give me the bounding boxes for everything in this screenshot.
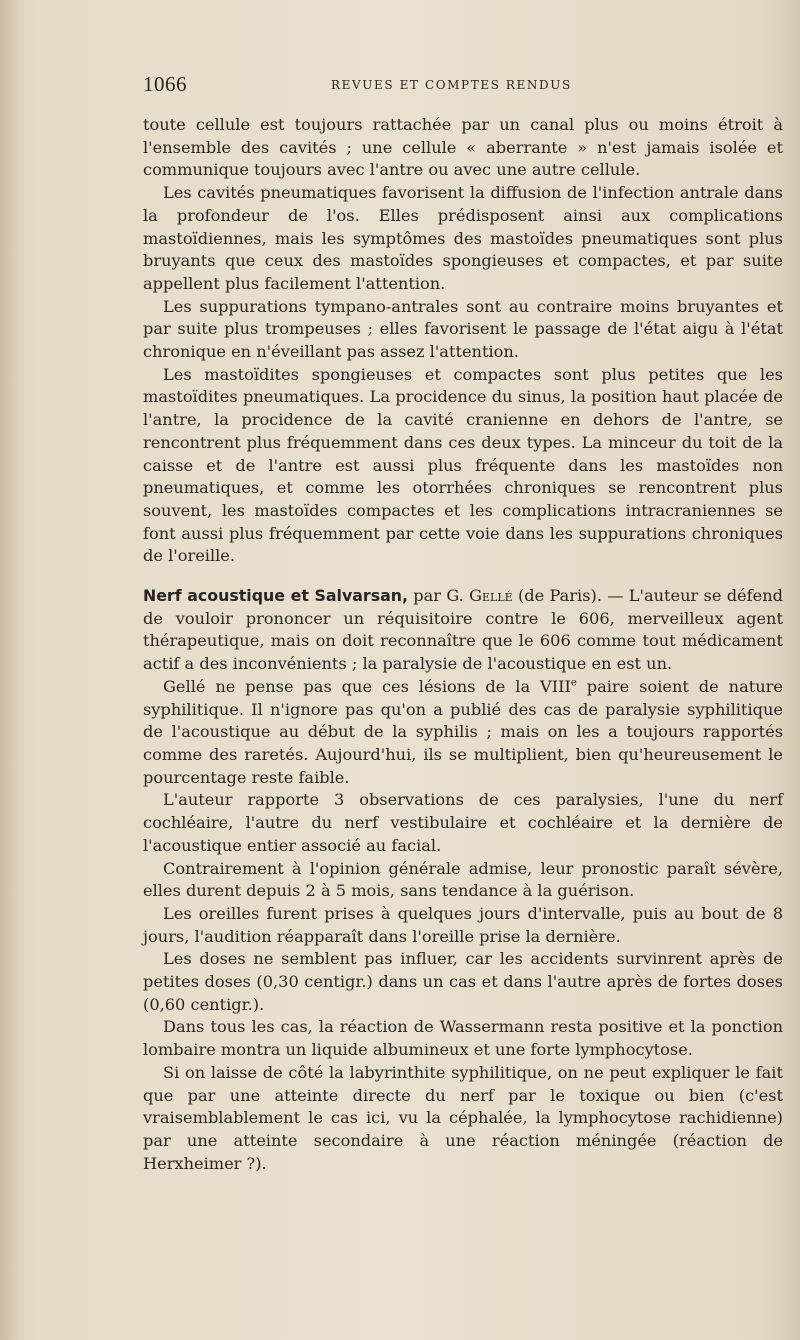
review-author: Gellé	[469, 586, 513, 606]
page-gutter-shadow	[0, 0, 18, 1340]
paragraph: Dans tous les cas, la réaction de Wassermann resta positive et la ponction lombaire montra un liquide albumineux et une forte lymphocytose.	[143, 1017, 783, 1060]
paragraph: toute cellule est toujours rattachée par un canal plus ou moins étroit à l'ensemble des cavités ; une cellule « aberrante » n'est jamais isolée et communique toujours avec l'antre ou avec une autre cellule.	[143, 115, 783, 180]
paragraph: Les mastoïdites spongieuses et compactes sont plus petites que les mastoïdites pneumatiques. La procidence du sinus, la position haut placée de l'antre, la procidence de la cavité cranienne en dehors de l'antre, se rencontrent plus fréquemment dans ces deux types. La minceur du toit de la caisse et de l'antre est aussi plus fréquente dans les mastoïdes non pneumatiques, et comme les otorrhées chroniques se rencontrent plus souvent, les mastoïdes compactes et les complications intracraniennes se font aussi plus fréquemment par cette voie dans les suppurations chroniques de l'oreille.	[143, 364, 783, 566]
paragraph: Contrairement à l'opinion générale admise, leur pronostic paraît sévère, elles durent depuis 2 à 5 mois, sans tendance à la guérison.	[143, 858, 783, 901]
body-text	[143, 114, 783, 1175]
paragraph	[143, 676, 783, 790]
paragraph: Les doses ne semblent pas influer, car les accidents survinrent après de petites doses (0,30 centigr.) dans un cas et dans l'autre après de fortes doses (0,60 centigr.).	[143, 949, 783, 1014]
page-number: 1066	[143, 72, 187, 96]
review-entry-heading-paragraph	[143, 585, 783, 676]
paragraph-text: paire soient de nature syphilitique. Il n'ignore pas qu'on a publié des cas de paralysie syphilitique de l'acoustique au début de la syphilis ; mais on les a toujours rapportés comme des raretés. Aujourd'hui, ils se multiplient, bien qu'heureusement le pourcentage reste faible.	[143, 676, 783, 787]
paragraph: Les cavités pneumatiques favorisent la diffusion de l'infection antrale dans la profondeur de l'os. Elles prédisposent ainsi aux complications mastoïdiennes, mais les symptômes des mastoïdes pneumatiques sont plus bruyants que ceux des mastoïdes spongieuses et compactes, et par suite appellent plus facilement l'attention.	[143, 183, 783, 293]
review-title: Nerf acoustique et Salvarsan,	[143, 586, 409, 606]
paragraph: Les oreilles furent prises à quelques jours d'intervalle, puis au bout de 8 jours, l'audition réapparaît dans l'oreille prise la dernière.	[143, 903, 783, 946]
paragraph: L'auteur rapporte 3 observations de ces paralysies, l'une du nerf cochléaire, l'autre du nerf vestibulaire et cochléaire et la dernière de l'acoustique entier associé au facial.	[143, 790, 783, 855]
review-byline: par G.	[408, 586, 470, 606]
paragraph: Les suppurations tympano-antrales sont au contraire moins bruyantes et par suite plus trompeuses ; elles favorisent le passage de l'état aigu à l'état chronique en n'éveillant pas assez l'attention.	[143, 296, 783, 362]
superscript: e	[570, 677, 577, 689]
running-head: REVUES ET COMPTES RENDUS	[331, 78, 572, 92]
page-header	[143, 72, 783, 102]
paragraph-text: Gellé ne pense pas que ces lésions de la VIII	[163, 676, 571, 696]
paragraph: Si on laisse de côté la labyrinthite syphilitique, on ne peut expliquer le fait que par une atteinte directe du nerf par le toxique ou bien (c'est vraisemblablement le cas ici, vu la céphalée, la lymphocytose rachidienne) par une atteinte secondaire à une réaction méningée (réaction de Herxheimer ?).	[143, 1062, 783, 1173]
review-intro: (de Paris). — L'auteur se défend de vouloir prononcer un réquisitoire contre le 606, merveilleux agent thérapeutique, mais on doit reconnaître que le 606 comme tout médicament actif a des inconvénients ; la paralysie de l'acoustique en est un.	[143, 586, 783, 674]
